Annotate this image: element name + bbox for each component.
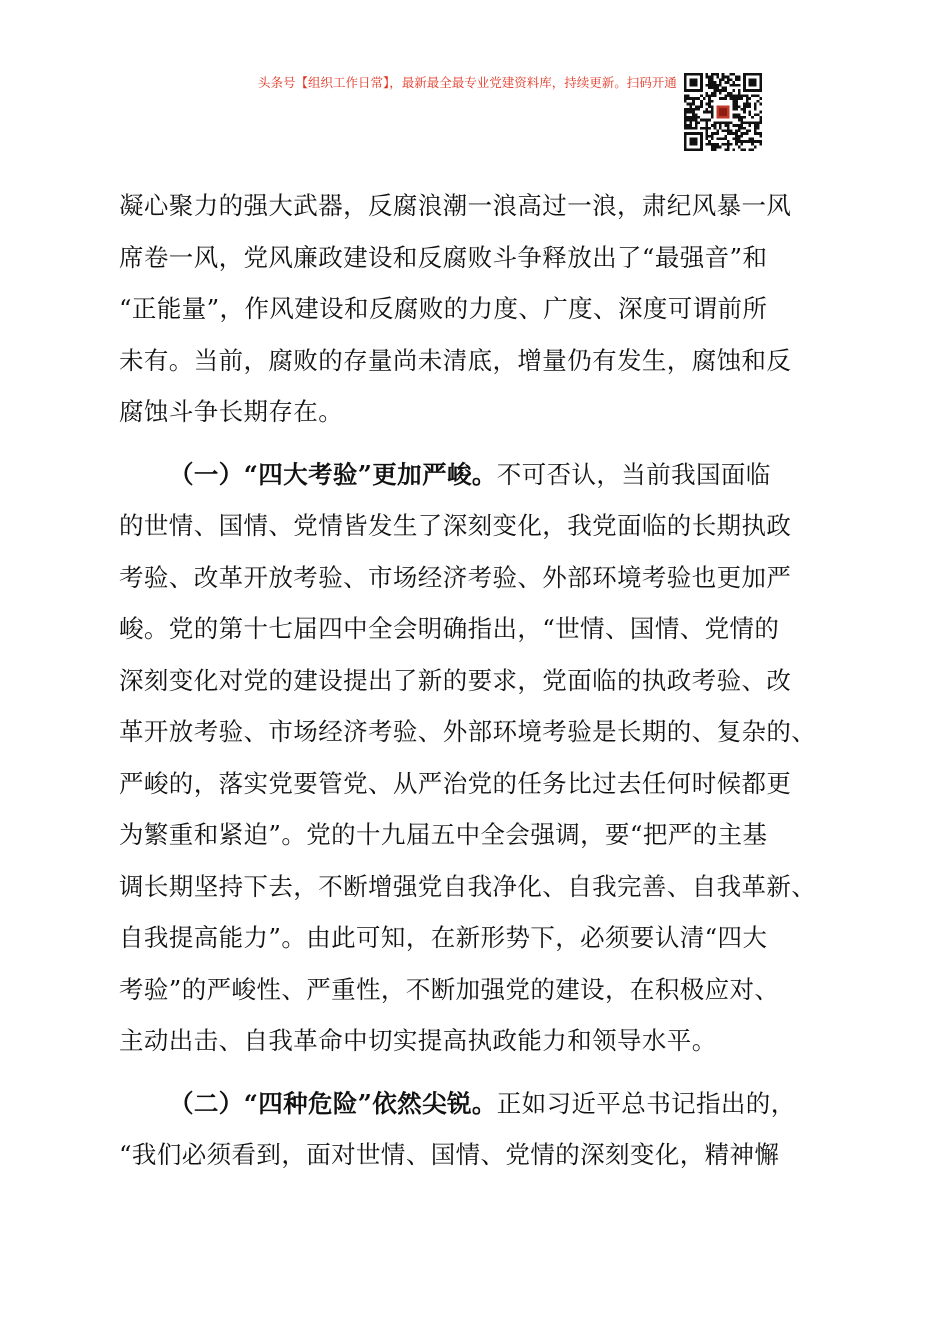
text-line: 未有。当前，腐败的存量尚未清底，增量仍有发生，腐蚀和反 — [119, 345, 792, 375]
text-line: 考验”的严峻性、严重性，不断加强党的建设，在积极应对、 — [119, 974, 780, 1004]
text-line: 腐蚀斗争长期存在。 — [119, 397, 344, 426]
text-line: 的世情、国情、党情皆发生了深刻变化，我党面临的长期执政 — [119, 511, 792, 540]
text-line: 革开放考验、市场经济考验、外部环境考验是长期的、复杂的、 — [119, 717, 817, 746]
section-lead: 不可否认，当前我国面临 — [496, 459, 771, 489]
section-lead: 正如习近平总书记指出的， — [496, 1088, 796, 1118]
text-line: 深刻变化对党的建设提出了新的要求，党面临的执政考验、改 — [119, 665, 792, 695]
text-line: “我们必须看到，面对世情、国情、党情的深刻变化，精神懈 — [119, 1140, 780, 1169]
section-first-line — [119, 449, 839, 501]
text-line: 为繁重和紧迫”。党的十九届五中全会强调，要“把严的主基 — [119, 820, 768, 849]
text-line: 主动出击、自我革命中切实提高执政能力和领导水平。 — [119, 1026, 717, 1055]
text-line: 席卷一风，党风廉政建设和反腐败斗争释放出了“最强音”和 — [119, 242, 768, 272]
text-line: 峻。党的第十七届四中全会明确指出，“世情、国情、党情的 — [119, 614, 780, 643]
section-paragraph — [119, 449, 839, 1067]
text-line: 考验、改革开放考验、市场经济考验、外部环境考验也更加严 — [119, 562, 792, 592]
text-line: 凝心聚力的强大武器，反腐浪潮一浪高过一浪，肃纪风暴一风 — [119, 191, 792, 220]
document-body — [119, 180, 839, 1181]
paragraph — [119, 180, 839, 438]
text-line: 自我提高能力”。由此可知，在新形势下，必须要认清“四大 — [119, 923, 768, 952]
text-line: “正能量”，作风建设和反腐败的力度、广度、深度可谓前所 — [119, 294, 768, 323]
text-line: 调长期坚持下去，不断增强党自我净化、自我完善、自我革新、 — [119, 871, 817, 901]
section-heading: （一）“四大考验”更加严峻。 — [169, 459, 497, 489]
section-paragraph — [119, 1078, 839, 1181]
header-banner: 头条号【组织工作日常】，最新最全最专业党建资料库，持续更新。扫码开通 — [258, 75, 677, 90]
qr-code-icon — [684, 73, 762, 151]
section-first-line — [119, 1078, 839, 1130]
text-line: 严峻的，落实党要管党、从严治党的任务比过去任何时候都更 — [119, 768, 792, 798]
section-heading: （二）“四种危险”依然尖锐。 — [169, 1088, 497, 1118]
